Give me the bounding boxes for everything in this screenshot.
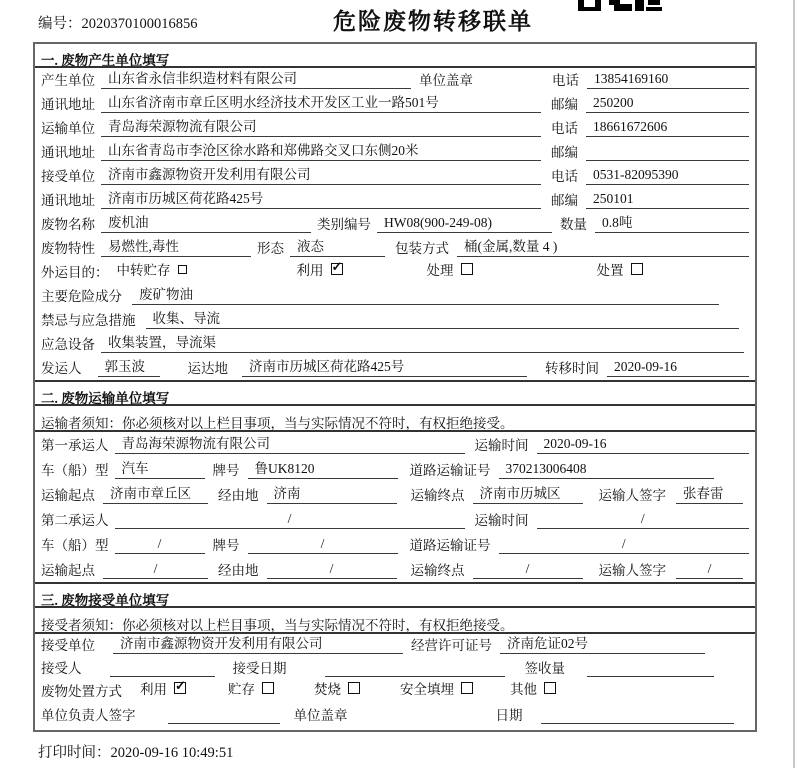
first-plate-number-value: 鲁UK8120 (248, 457, 398, 479)
transporter-name-label: 运输单位 (41, 121, 95, 136)
second-carrier-value: / (115, 511, 465, 529)
first-vehicle-type-label: 车（船）型 (41, 463, 109, 478)
first-carrier-signature-value: 张春雷 (676, 482, 743, 504)
form-row (35, 557, 755, 582)
producer-address-value: 山东省济南市章丘区明水经济技术开发区工业一路501号 (101, 91, 541, 113)
received-quantity-value (587, 660, 714, 677)
second-terminus-label: 运输终点 (410, 563, 465, 578)
form-row (35, 482, 755, 507)
first-carrier-label: 第一承运人 (41, 438, 109, 453)
purpose-dispose-checkbox-label: 处置 (596, 263, 624, 278)
packing-method-value: 桶(金属,数量 4 ) (457, 235, 749, 257)
producer-postcode-label: 邮编 (551, 97, 578, 112)
form-row (35, 457, 755, 482)
purpose-transit-storage-checkbox (117, 259, 297, 281)
form-row (35, 532, 755, 557)
doc-number (38, 12, 198, 33)
form-row (35, 308, 755, 332)
main-hazardous-component-label: 主要危险成分 (41, 289, 122, 304)
receiver-name-label: 接受单位 (41, 169, 95, 184)
second-origin-value: / (103, 561, 208, 579)
purpose-treat-checkbox-label: 处理 (426, 263, 454, 278)
unit-seal-text: 单位盖章 (419, 73, 473, 88)
second-road-transport-permit-label: 道路运输证号 (409, 538, 491, 553)
seal-date-label: 日期 (495, 708, 523, 723)
first-road-transport-permit-value: 370213006408 (499, 461, 715, 479)
destination-value: 济南市历城区荷花路425号 (242, 355, 527, 377)
emergency-equipment-label: 应急设备 (41, 337, 95, 352)
print-time-label: 打印时间： (38, 745, 111, 761)
consignor-value: 郭玉波 (98, 355, 160, 377)
first-vehicle-type-value: 汽车 (115, 457, 205, 479)
transfer-purpose-label: 外运目的： (41, 265, 109, 280)
destination-label: 运达地 (187, 361, 228, 376)
first-origin-value: 济南市章丘区 (103, 482, 208, 504)
receiver-name-value: 济南市鑫源物资开发利用有限公司 (101, 163, 541, 185)
disposal-method-label: 废物处置方式 (41, 684, 122, 699)
received-quantity-label: 签收量 (524, 661, 565, 676)
waste-quantity-value: 0.8吨 (595, 211, 749, 233)
print-time (38, 741, 233, 762)
disposal-utilize-checkbox-label: 利用 (140, 682, 167, 697)
transporter-name-value: 青岛海荣源物流有限公司 (101, 115, 541, 137)
waste-form-value: 液态 (290, 235, 385, 257)
purpose-dispose-checkbox (597, 259, 643, 281)
section-header: 二. 废物运输单位填写 (35, 382, 755, 406)
disposal-incinerate-checkbox (314, 678, 400, 700)
waste-category-code-value: HW08(900-249-08) (377, 215, 552, 233)
waste-characteristics-value: 易燃性,毒性 (101, 235, 251, 257)
second-via-value: / (267, 561, 397, 579)
form-row (35, 284, 755, 308)
responsible-person-signature-label: 单位负责人签字 (41, 708, 136, 723)
form-row (35, 260, 755, 284)
disposal-storage-checkbox-label: 贮存 (228, 682, 255, 697)
taboo-emergency-measures-value: 收集、导流 (146, 307, 740, 329)
form-row (35, 188, 755, 212)
form-row (35, 432, 755, 457)
transporter-address-label: 通讯地址 (41, 145, 95, 160)
producer-phone-label: 电话 (552, 73, 579, 88)
form-section-2 (35, 380, 755, 582)
purpose-utilize-checkbox-label: 利用 (296, 263, 324, 278)
form-row (35, 236, 755, 260)
transporter-postcode-label: 邮编 (551, 145, 578, 160)
transporter-phone-label: 电话 (551, 121, 578, 136)
receiving-unit-value: 济南市鑫源物资开发利用有限公司 (113, 632, 403, 654)
first-transport-date-value: 2020-09-16 (537, 436, 750, 454)
seal-date-value (541, 707, 735, 724)
second-carrier-label: 第二承运人 (41, 513, 109, 528)
disposal-other-checkbox (510, 678, 556, 700)
first-plate-number-label: 牌号 (212, 463, 240, 478)
checkbox-checked-icon (331, 263, 343, 275)
checkbox-empty-icon (461, 682, 473, 694)
checkbox-empty-icon (178, 265, 187, 274)
second-origin-label: 运输起点 (41, 563, 95, 578)
receiver-postcode-value: 250101 (586, 191, 749, 209)
form-row (35, 507, 755, 532)
producer-phone-value: 13854169160 (587, 71, 749, 89)
form-row (35, 657, 755, 680)
main-hazardous-component-value: 废矿物油 (132, 283, 719, 305)
disposal-storage-checkbox (228, 678, 314, 700)
transporter-address-value: 山东省青岛市李沧区徐水路和郑佛路交叉口东侧20米 (101, 139, 541, 161)
checkbox-empty-icon (631, 263, 643, 275)
doc-number-value: 2020370100016856 (81, 16, 198, 32)
operating-license-number-label: 经营许可证号 (411, 638, 492, 653)
disposal-utilize-checkbox (140, 678, 228, 700)
second-vehicle-type-value: / (115, 536, 205, 554)
receiving-unit-label: 接受单位 (41, 638, 95, 653)
form-row (35, 92, 755, 116)
first-via-value: 济南 (267, 482, 397, 504)
first-carrier-signature-label: 运输人签字 (598, 488, 666, 503)
receive-date-label: 接受日期 (232, 661, 287, 676)
form-section-1 (35, 44, 755, 380)
receiver-unit-seal-text: 单位盖章 (293, 708, 348, 723)
waste-name-value: 废机油 (101, 211, 311, 233)
transfer-date-label: 转移时间 (545, 361, 599, 376)
disposal-other-checkbox-label: 其他 (510, 682, 537, 697)
second-vehicle-type-label: 车（船）型 (41, 538, 109, 553)
form-row (35, 68, 755, 92)
purpose-transit-storage-checkbox-label: 中转贮存 (116, 263, 171, 278)
second-carrier-signature-label: 运输人签字 (598, 563, 666, 578)
form-row (35, 680, 755, 703)
disposal-incinerate-checkbox-label: 焚烧 (314, 682, 341, 697)
disposal-secure-landfill-checkbox (400, 678, 510, 700)
second-terminus-value: / (473, 561, 583, 579)
section-note: 运输者须知：你必须核对以上栏目事项，当与实际情况不符时，有权拒绝接受。 (35, 406, 755, 432)
checkbox-empty-icon (461, 263, 473, 275)
taboo-emergency-measures-label: 禁忌与应急措施 (41, 313, 136, 328)
packing-method-label: 包装方式 (395, 241, 449, 256)
producer-name-label: 产生单位 (41, 73, 95, 88)
section-header: 一. 废物产生单位填写 (35, 44, 755, 68)
transfer-date-value: 2020-09-16 (607, 359, 749, 377)
form-row (35, 212, 755, 236)
operating-license-number-value: 济南危证02号 (500, 632, 705, 654)
form-row (35, 164, 755, 188)
waste-name-label: 废物名称 (41, 217, 95, 232)
second-plate-number-value: / (248, 536, 398, 554)
first-origin-label: 运输起点 (41, 488, 95, 503)
form-section-3 (35, 582, 755, 730)
consignor-label: 发运人 (41, 361, 82, 376)
checkbox-checked-icon (174, 682, 186, 694)
waste-characteristics-label: 废物特性 (41, 241, 95, 256)
waste-quantity-label: 数量 (560, 217, 587, 232)
transporter-phone-value: 18661672606 (586, 119, 749, 137)
form-row (35, 332, 755, 356)
first-terminus-label: 运输终点 (410, 488, 465, 503)
form-row (35, 356, 755, 380)
first-road-transport-permit-label: 道路运输证号 (409, 463, 491, 478)
print-time-value: 2020-09-16 10:49:51 (110, 745, 234, 761)
receive-date-value (325, 660, 505, 677)
receiver-phone-label: 电话 (551, 169, 578, 184)
qr-code-fragment (578, 0, 662, 11)
producer-address-label: 通讯地址 (41, 97, 95, 112)
form-row (35, 634, 755, 657)
transfer-form-table (33, 42, 757, 732)
second-transport-date-value: / (537, 511, 750, 529)
waste-form-label: 形态 (257, 241, 284, 256)
form-row (35, 140, 755, 164)
receiver-address-value: 济南市历城区荷花路425号 (101, 187, 541, 209)
second-carrier-signature-value: / (676, 561, 743, 579)
purpose-utilize-checkbox (297, 259, 427, 281)
form-row (35, 116, 755, 140)
first-carrier-value: 青岛海荣源物流有限公司 (115, 432, 465, 454)
first-via-label: 经由地 (218, 488, 259, 503)
responsible-person-signature-value (168, 707, 280, 724)
purpose-treat-checkbox (427, 259, 597, 281)
second-transport-date-label: 运输时间 (474, 513, 529, 528)
receiver-postcode-label: 邮编 (551, 193, 578, 208)
disposal-secure-landfill-checkbox-label: 安全填埋 (400, 682, 454, 697)
doc-number-label: 编号： (38, 16, 82, 32)
producer-postcode-value: 250200 (586, 95, 749, 113)
producer-name-value: 山东省永信非织造材料有限公司 (101, 67, 411, 89)
second-road-transport-permit-value: / (499, 536, 750, 554)
checkbox-empty-icon (262, 682, 274, 694)
receiver-phone-value: 0531-82095390 (586, 167, 749, 185)
second-via-label: 经由地 (218, 563, 259, 578)
checkbox-empty-icon (348, 682, 360, 694)
checkbox-empty-icon (544, 682, 556, 694)
transporter-postcode-value (586, 144, 749, 161)
waste-category-code-label: 类别编号 (317, 217, 371, 232)
recipient-value (110, 660, 215, 677)
page-title: 危险废物转移联单 (333, 9, 533, 34)
second-plate-number-label: 牌号 (212, 538, 240, 553)
first-transport-date-label: 运输时间 (474, 438, 529, 453)
page-edge-line (793, 0, 795, 768)
first-terminus-value: 济南市历城区 (473, 482, 583, 504)
form-row (35, 703, 755, 730)
section-note: 接受者须知：你必须核对以上栏目事项，当与实际情况不符时，有权拒绝接受。 (35, 608, 755, 634)
receiver-address-label: 通讯地址 (41, 193, 95, 208)
section-header: 三. 废物接受单位填写 (35, 584, 755, 608)
emergency-equipment-value: 收集装置，导流渠 (101, 331, 744, 353)
recipient-label: 接受人 (41, 661, 82, 676)
